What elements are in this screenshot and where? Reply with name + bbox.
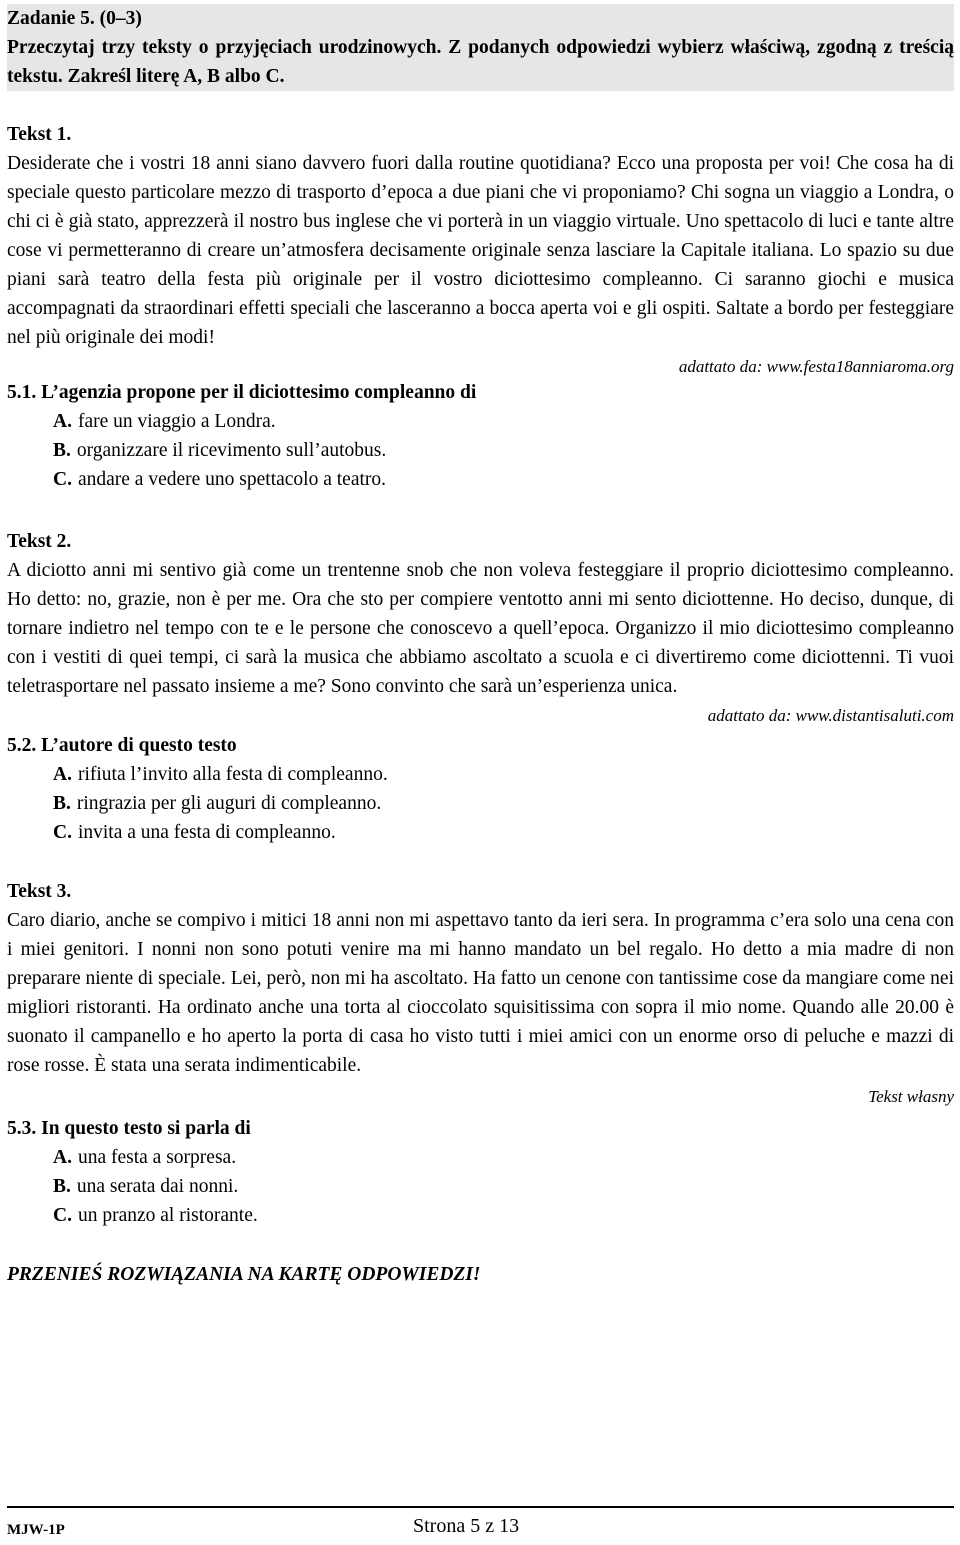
task-title: Zadanie 5. (0–3) — [7, 8, 142, 29]
answer-option[interactable] — [53, 436, 954, 465]
exam-code: MJW-1P — [7, 1522, 65, 1538]
question-text: L’autore di questo testo — [41, 735, 237, 756]
answer-option[interactable] — [53, 1143, 954, 1172]
question-text: In questo testo si parla di — [41, 1118, 251, 1139]
question-block — [7, 1114, 954, 1230]
text-section-3 — [7, 877, 954, 1230]
answer-option[interactable] — [53, 1172, 954, 1201]
question-text: L’agenzia propone per il diciottesimo compleanno di — [41, 382, 477, 403]
option-text: una festa a sorpresa. — [77, 1147, 237, 1168]
text-body: Desiderate che i vostri 18 anni siano davvero fuori dalla routine quotidiana? Ecco una proposta per voi! Che cosa ha di speciale questo particolare mezzo di trasporto d’epoca a due piani che vi proponiamo? Chi sogna un viaggio a Londra, o chi ci è già stato, apprezzerà il nostro bus inglese che vi porterà in un viaggio virtuale. Uno spettacolo di luci e tante altre cose vi permetteranno di creare un’atmosfera decisamente originale senza lasciare la Capitale italiana. Lo spazio su due piani sarà teatro della festa più originale per il vostro diciottesimo compleanno. Ci saranno giochi e musica accompagnati da straordinari effetti speciali che lasceranno a bocca aperta voi e gli ospiti. Saltate a bordo per festeggiare nel più originale dei modi! — [7, 153, 954, 348]
option-text: un pranzo al ristorante. — [77, 1205, 258, 1226]
option-letter: C. — [53, 469, 72, 490]
option-text: fare un viaggio a Londra. — [77, 411, 276, 432]
question-number: 5.1. — [7, 382, 37, 403]
answer-option[interactable] — [53, 465, 954, 494]
answer-options — [53, 760, 954, 847]
option-letter: A. — [53, 1147, 72, 1168]
text-body: Caro diario, anche se compivo i mitici 18 anni non mi aspettavo tanto da ieri sera. In programma c’era solo una cena con i miei genitori. I nonni non sono potuti venire ma mi hanno mandato un bel regalo. Ho detto a mia madre di non preparare niente di speciale. Lei, però, non mi ha ascoltato. Ha fatto un cenone con tantissime cose da mangiare come nei migliori ristoranti. Ha ordinato anche una torta al cioccolato squisitissima con sopra il mio nome. Quando alle 20.00 è suonato il campanello e ho aperto la porta di casa ho visto tutti i miei amici con un enorme orso di peluche e mazzi di rose rosse. È stata una serata indimenticabile. — [7, 910, 954, 1076]
option-letter: B. — [53, 440, 71, 461]
text-section-1 — [7, 120, 954, 494]
answer-option[interactable] — [53, 1201, 954, 1230]
text-heading: Tekst 3. — [7, 881, 72, 902]
option-letter: B. — [53, 1176, 71, 1197]
question-number: 5.3. — [7, 1118, 37, 1139]
option-text: organizzare il ricevimento sull’autobus. — [76, 440, 387, 461]
option-text: invita a una festa di compleanno. — [77, 822, 336, 843]
answer-options — [53, 1143, 954, 1230]
task-header — [7, 4, 954, 91]
option-text: rifiuta l’invito alla festa di compleanno. — [77, 764, 388, 785]
option-text: ringrazia per gli auguri di compleanno. — [76, 793, 382, 814]
option-letter: B. — [53, 793, 71, 814]
question-block — [7, 731, 954, 847]
exam-page — [7, 0, 954, 1289]
answer-option[interactable] — [53, 789, 954, 818]
transfer-answers-note: PRZENIEŚ ROZWIĄZANIA NA KARTĘ ODPOWIEDZI! — [7, 1264, 481, 1285]
page-footer — [7, 1506, 954, 1538]
option-letter: A. — [53, 764, 72, 785]
option-letter: C. — [53, 1205, 72, 1226]
text-heading: Tekst 1. — [7, 124, 72, 145]
text-source: adattato da: www.distantisaluti.com — [707, 706, 954, 725]
text-body: A diciotto anni mi sentivo già come un trentenne snob che non voleva festeggiare il proprio diciottesimo compleanno. Ho detto: no, grazie, non è per me. Ora che sto per compiere ventotto anni mi sento diciottenne. Ho deciso, dunque, di tornare indietro nel tempo con te e le persone che conoscevo a quell’epoca. Organizzo il mio diciottesimo compleanno con i vestiti di quei tempi, ci sarà la musica che abbiamo ascoltato a scuola e ci divertiremo come diciottenni. Ti vuoi teletrasportare nel passato insieme a me? Sono convinto che sarà un’esperienza unica. — [7, 560, 954, 697]
answer-option[interactable] — [53, 818, 954, 847]
page-number: Strona 5 z 13 — [413, 1515, 520, 1537]
question-title — [7, 378, 954, 407]
question-number: 5.2. — [7, 735, 37, 756]
option-text: una serata dai nonni. — [76, 1176, 239, 1197]
question-title — [7, 731, 954, 760]
task-instruction: Przeczytaj trzy teksty o przyjęciach urodzinowych. Z podanych odpowiedzi wybierz właściwą, zgodną z treścią tekstu. Zakreśl literę A, B albo C. — [7, 37, 954, 87]
text-section-2 — [7, 527, 954, 847]
option-letter: C. — [53, 822, 72, 843]
answer-option[interactable] — [53, 407, 954, 436]
answer-options — [53, 407, 954, 494]
question-block — [7, 378, 954, 494]
question-title — [7, 1114, 954, 1143]
option-letter: A. — [53, 411, 72, 432]
answer-option[interactable] — [53, 760, 954, 789]
text-source: adattato da: www.festa18anniaroma.org — [678, 357, 954, 376]
text-source: Tekst własny — [868, 1087, 954, 1106]
text-heading: Tekst 2. — [7, 531, 72, 552]
option-text: andare a vedere uno spettacolo a teatro. — [77, 469, 387, 490]
